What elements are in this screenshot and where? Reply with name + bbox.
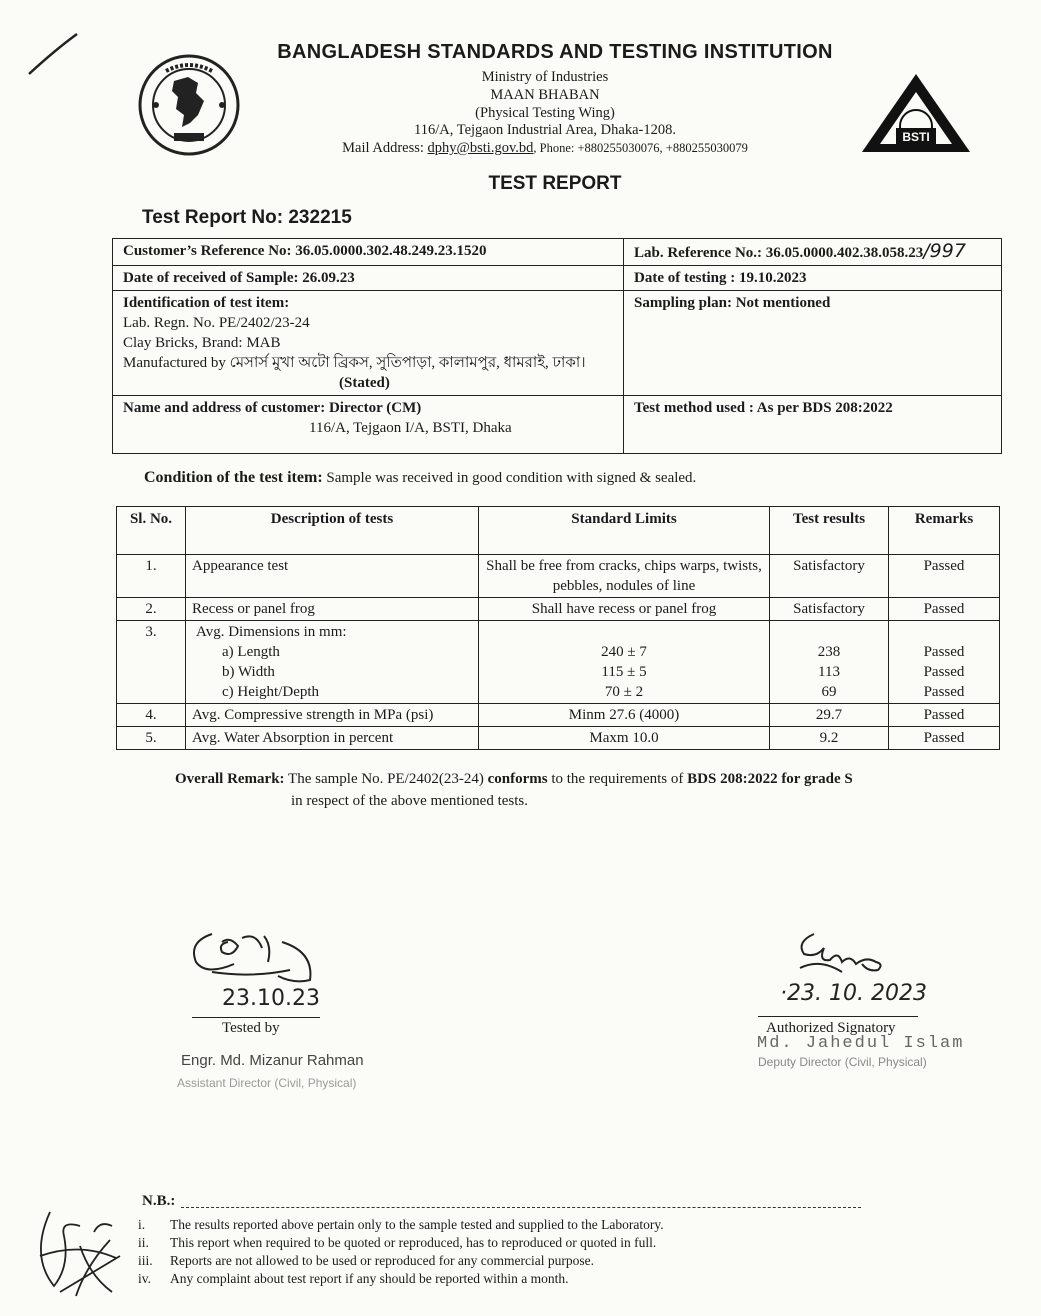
limit-width: 115 ± 5 [601,664,647,680]
tested-date: 23.10.23 [222,986,320,1011]
authorized-date: ·23. 10. 2023 [780,981,927,1006]
condition-text: Sample was received in good condition with signed & sealed. [322,470,697,486]
cell-description [186,621,479,704]
dimension-length: a) Length [222,644,280,660]
list-item [138,1234,664,1252]
cell-remark [889,621,1000,704]
cell-result: 9.2 [770,727,889,750]
note-number: iii. [138,1253,153,1268]
authorized-name: Md. Jahedul Islam [757,1034,965,1053]
identification-label: Identification of test item: [123,295,290,311]
dimension-height: c) Height/Depth [222,684,320,700]
bsti-logo-text: BSTI [902,130,930,144]
list-item [138,1216,664,1234]
notes-title: N.B.: [142,1193,176,1209]
item-brand: Clay Bricks, Brand: MAB [123,335,281,351]
remark-length: Passed [923,644,965,660]
overall-text2: to the requirements of [547,771,688,787]
note-text: The results reported above pertain only to the sample tested and supplied to the Laboratory. [170,1217,664,1232]
note-number: i. [138,1217,146,1232]
overall-text1: The sample No. PE/2402(23-24) [284,771,488,787]
note-number: iv. [138,1271,151,1286]
notes-divider [181,1207,861,1208]
customer-cell [113,396,624,454]
tested-by-label: Tested by [222,1020,280,1036]
result-length: 238 [817,644,841,660]
limit-height: 70 ± 2 [604,684,644,700]
date-testing: Date of testing : 19.10.2023 [624,266,1002,291]
list-item [138,1252,664,1270]
customer-address: 116/A, Tejgaon I/A, BSTI, Dhaka [309,420,512,436]
manufacturer: Manufactured by মেসার্স মুখা অটো ব্রিকস, সুতিপাড়া, কালামপুর, ধামরাই, ঢাকা। [123,355,586,371]
cell-sl [117,621,186,704]
overall-label: Overall Remark: [175,771,285,787]
cell-remark: Passed [889,598,1000,621]
table-row [117,555,1000,598]
tester-name: Engr. Md. Mizanur Rahman [181,1052,364,1069]
tester-signature [182,922,332,992]
phone-text: , Phone: +880255030076, +880255030079 [533,141,748,155]
col-header-limits: Standard Limits [479,507,770,555]
condition-label: Condition of the test item: [144,469,323,486]
cell-limit: Shall have recess or panel frog [479,598,770,621]
cell-remark: Passed [889,704,1000,727]
institution-title: BANGLADESH STANDARDS AND TESTING INSTITUTION [277,41,833,63]
col-header-remarks: Remarks [889,507,1000,555]
tester-title: Assistant Director (Civil, Physical) [177,1076,357,1090]
condition-line [144,469,696,487]
col-header-results: Test results [770,507,889,555]
cell-description: Avg. Compressive strength in MPa (psi) [186,704,479,727]
lab-reference-handwritten: /997 [923,240,966,262]
remark-width: Passed [923,664,965,680]
cell-limit: Minm 27.6 (4000) [479,704,770,727]
cell-result: Satisfactory [770,555,889,598]
wing-line: (Physical Testing Wing) [475,105,615,121]
building-line: MAAN BHABAN [490,87,600,103]
table-row-dimensions [117,621,1000,704]
tests-header-row [117,507,1000,555]
note-text: Reports are not allowed to be used or reproduced for any commercial purpose. [170,1253,594,1268]
cell-sl-text: 3. [145,624,157,640]
customer-reference: Customer’s Reference No: 36.05.0000.302.48.249.23.1520 [113,239,624,266]
limit-length: 240 ± 7 [601,644,647,660]
cell-description: Appearance test [186,555,479,598]
cell-description: Recess or panel frog [186,598,479,621]
col-header-description: Description of tests [186,507,479,555]
contact-line [230,140,860,157]
info-row [113,396,1002,454]
authorized-title: Deputy Director (Civil, Physical) [758,1055,927,1069]
dimension-width: b) Width [222,664,275,680]
cell-sl: 4. [117,704,186,727]
stated-label: (Stated) [339,375,390,391]
note-text: Any complaint about test report if any should be reported within a month. [170,1271,569,1286]
cell-result [770,621,889,704]
cell-limit: Maxm 10.0 [479,727,770,750]
cell-result: Satisfactory [770,598,889,621]
report-number: Test Report No: 232215 [142,207,352,228]
table-row [117,598,1000,621]
cell-limit [479,621,770,704]
tests-table [116,506,1000,750]
overall-bold2: BDS 208:2022 for grade S [687,771,853,787]
overall-remark [175,768,965,812]
cell-sl: 2. [117,598,186,621]
cell-sl: 1. [117,555,186,598]
regn-number: Lab. Regn. No. PE/2402/23-24 [123,315,310,331]
identification-cell [113,291,624,396]
lab-reference-text: Lab. Reference No.: 36.05.0000.402.38.058.23 [634,245,924,261]
authorized-label: Authorized Signatory [766,1020,896,1036]
note-text: This report when required to be quoted or reproduced, has to reproduced or quoted in full. [170,1235,657,1250]
authorized-signature [790,928,900,976]
overall-bold1: conforms [487,771,548,787]
cell-remark: Passed [889,727,1000,750]
sampling-plan: Sampling plan: Not mentioned [624,291,1002,396]
initials-signature [20,1196,130,1306]
mail-link[interactable]: dphy@bsti.gov.bd [427,140,534,156]
col-header-sl: Sl. No. [117,507,186,555]
cell-remark: Passed [889,555,1000,598]
authorized-signature-line [758,1016,918,1017]
result-width: 113 [818,664,840,680]
address-line: 116/A, Tejgaon Industrial Area, Dhaka-1208. [414,122,676,138]
info-row [113,239,1002,266]
bsti-logo-icon [858,70,974,156]
dimension-heading: Avg. Dimensions in mm: [196,624,347,640]
mail-label: Mail Address: [342,140,428,156]
result-height: 69 [821,684,837,700]
customer-label: Name and address of customer: Director (CM) [123,400,422,416]
table-row [117,704,1000,727]
info-row [113,266,1002,291]
notes-list [138,1216,664,1288]
date-received: Date of received of Sample: 26.09.23 [113,266,624,291]
test-method: Test method used : As per BDS 208:2022 [624,396,1002,454]
cell-limit: Shall be free from cracks, chips warps, twists, pebbles, nodules of line [479,555,770,598]
report-heading: TEST REPORT [488,173,622,194]
lab-reference [624,239,1002,266]
note-number: ii. [138,1235,149,1250]
info-table [112,238,1002,454]
ministry-line: Ministry of Industries [481,69,609,85]
overall-line2: in respect of the above mentioned tests. [291,793,529,809]
info-row [113,291,1002,396]
cell-result: 29.7 [770,704,889,727]
tested-signature-line [192,1017,320,1018]
list-item [138,1270,664,1288]
cell-description: Avg. Water Absorption in percent [186,727,479,750]
remark-height: Passed [923,684,965,700]
cell-sl: 5. [117,727,186,750]
table-row [117,727,1000,750]
government-seal-icon [136,53,242,157]
